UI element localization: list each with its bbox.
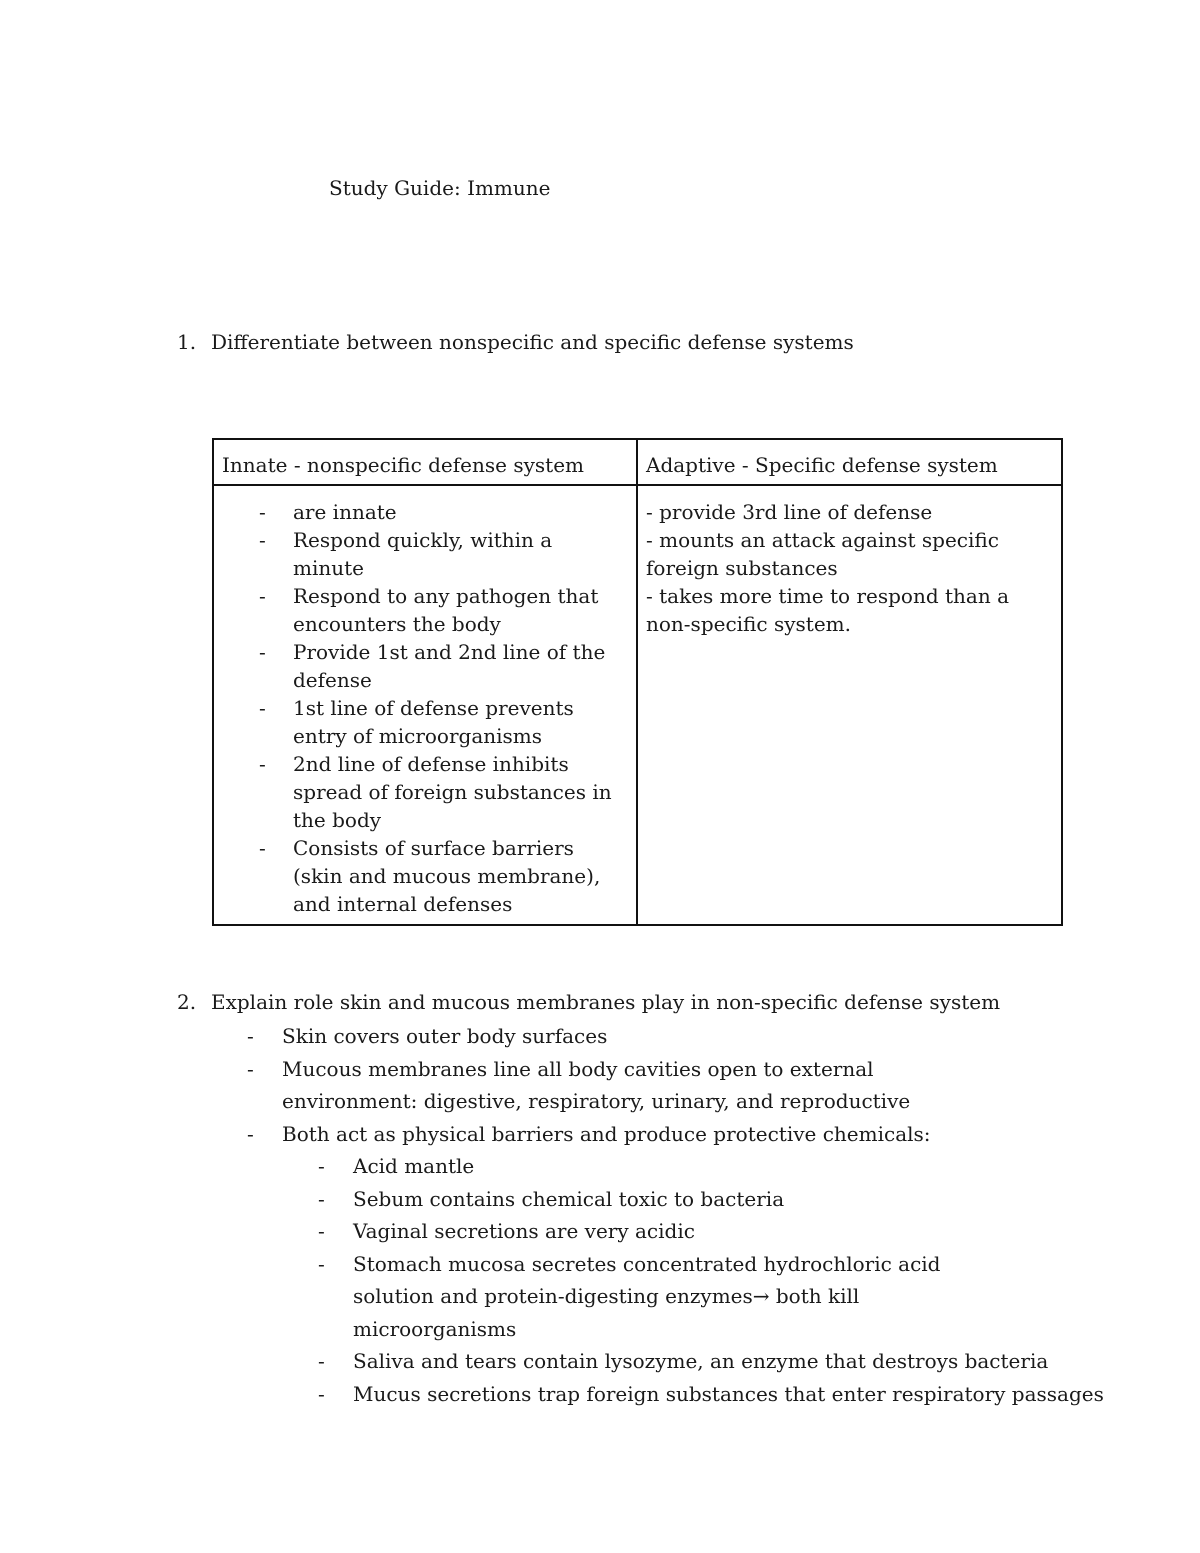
- sub-list-item: [0, 1345, 1200, 1378]
- list-item: [222, 582, 628, 638]
- table-row: [213, 485, 1062, 925]
- dash-bullet: -: [318, 1349, 325, 1373]
- innate-item-text: Consists of surface barriers (skin and mucous membrane), and internal defenses: [293, 836, 601, 916]
- list-item: [0, 1053, 1200, 1118]
- list-item: [222, 750, 628, 834]
- dash-bullet: -: [318, 1154, 325, 1178]
- innate-item-text: 2nd line of defense inhibits spread of foreign substances in the body: [293, 752, 612, 832]
- question-1-number: 1.: [177, 330, 197, 354]
- sub-item-text: Sebum contains chemical toxic to bacteria: [353, 1186, 785, 1211]
- dash-bullet: -: [259, 640, 266, 664]
- list-item-text: Mucous membranes line all body cavities open to external environment: digestive, respiratory, urinary, and reproductive: [282, 1056, 911, 1113]
- sub-list-item: [0, 1150, 1200, 1183]
- question-2-text: Explain role skin and mucous membranes play in non-specific defense system: [211, 990, 1001, 1014]
- innate-list: [222, 498, 628, 918]
- sub-item-text: Acid mantle: [353, 1154, 475, 1178]
- sub-list-item: [0, 1215, 1200, 1248]
- adaptive-item: - takes more time to respond than a non-specific system.: [646, 584, 1009, 636]
- innate-cell: [213, 485, 637, 925]
- list-item-text: Skin covers outer body surfaces: [282, 1024, 608, 1048]
- dash-bullet: -: [259, 584, 266, 608]
- dash-bullet: -: [259, 836, 266, 860]
- question-2-number: 2.: [177, 990, 197, 1014]
- dash-bullet: -: [259, 500, 266, 524]
- adaptive-cell: [637, 485, 1062, 925]
- defense-comparison-table: [212, 438, 1063, 926]
- dash-bullet: -: [247, 1121, 254, 1146]
- list-item: [222, 526, 628, 582]
- innate-item-text: are innate: [293, 500, 397, 524]
- list-item: [222, 498, 628, 526]
- dash-bullet: -: [259, 696, 266, 720]
- dash-bullet: -: [259, 752, 266, 776]
- dash-bullet: -: [259, 528, 266, 552]
- dash-bullet: -: [318, 1219, 325, 1243]
- dash-bullet: -: [247, 1024, 254, 1048]
- sub-item-text: Stomach mucosa secretes concentrated hydrochloric acid solution and protein-digesting enzymes→ both kill microorganisms: [353, 1251, 941, 1341]
- question-2-list: [0, 1020, 1200, 1410]
- list-item-text: Both act as physical barriers and produce protective chemicals:: [282, 1121, 931, 1146]
- dash-bullet: -: [318, 1381, 325, 1406]
- list-item: [222, 694, 628, 750]
- sub-item-text: Vaginal secretions are very acidic: [353, 1219, 695, 1243]
- innate-item-text: Provide 1st and 2nd line of the defense: [293, 640, 606, 692]
- dash-bullet: -: [318, 1186, 325, 1211]
- list-item: [222, 638, 628, 694]
- innate-item-text: Respond quickly, within a minute: [293, 528, 553, 580]
- question-1-text: Differentiate between nonspecific and specific defense systems: [211, 330, 854, 354]
- dash-bullet: -: [247, 1056, 254, 1081]
- innate-header: Innate - nonspecific defense system: [213, 439, 637, 485]
- table-header-row: [213, 439, 1062, 485]
- sub-list-item: [0, 1248, 1200, 1346]
- innate-item-text: Respond to any pathogen that encounters the body: [293, 584, 599, 636]
- adaptive-item: - provide 3rd line of defense: [646, 500, 933, 524]
- sub-item-text: Saliva and tears contain lysozyme, an enzyme that destroys bacteria: [353, 1349, 1049, 1373]
- adaptive-header: Adaptive - Specific defense system: [637, 439, 1062, 485]
- page-title: Study Guide: Immune: [329, 176, 551, 200]
- dash-bullet: -: [318, 1251, 325, 1276]
- sub-item-text: Mucus secretions trap foreign substances that enter respiratory passages: [353, 1381, 1104, 1406]
- adaptive-item: - mounts an attack against specific foreign substances: [646, 528, 999, 580]
- sub-list-item: [0, 1378, 1200, 1411]
- innate-item-text: 1st line of defense prevents entry of microorganisms: [293, 696, 574, 748]
- sub-list-item: [0, 1183, 1200, 1216]
- list-item: [0, 1118, 1200, 1151]
- list-item: [0, 1020, 1200, 1053]
- list-item: [222, 834, 628, 918]
